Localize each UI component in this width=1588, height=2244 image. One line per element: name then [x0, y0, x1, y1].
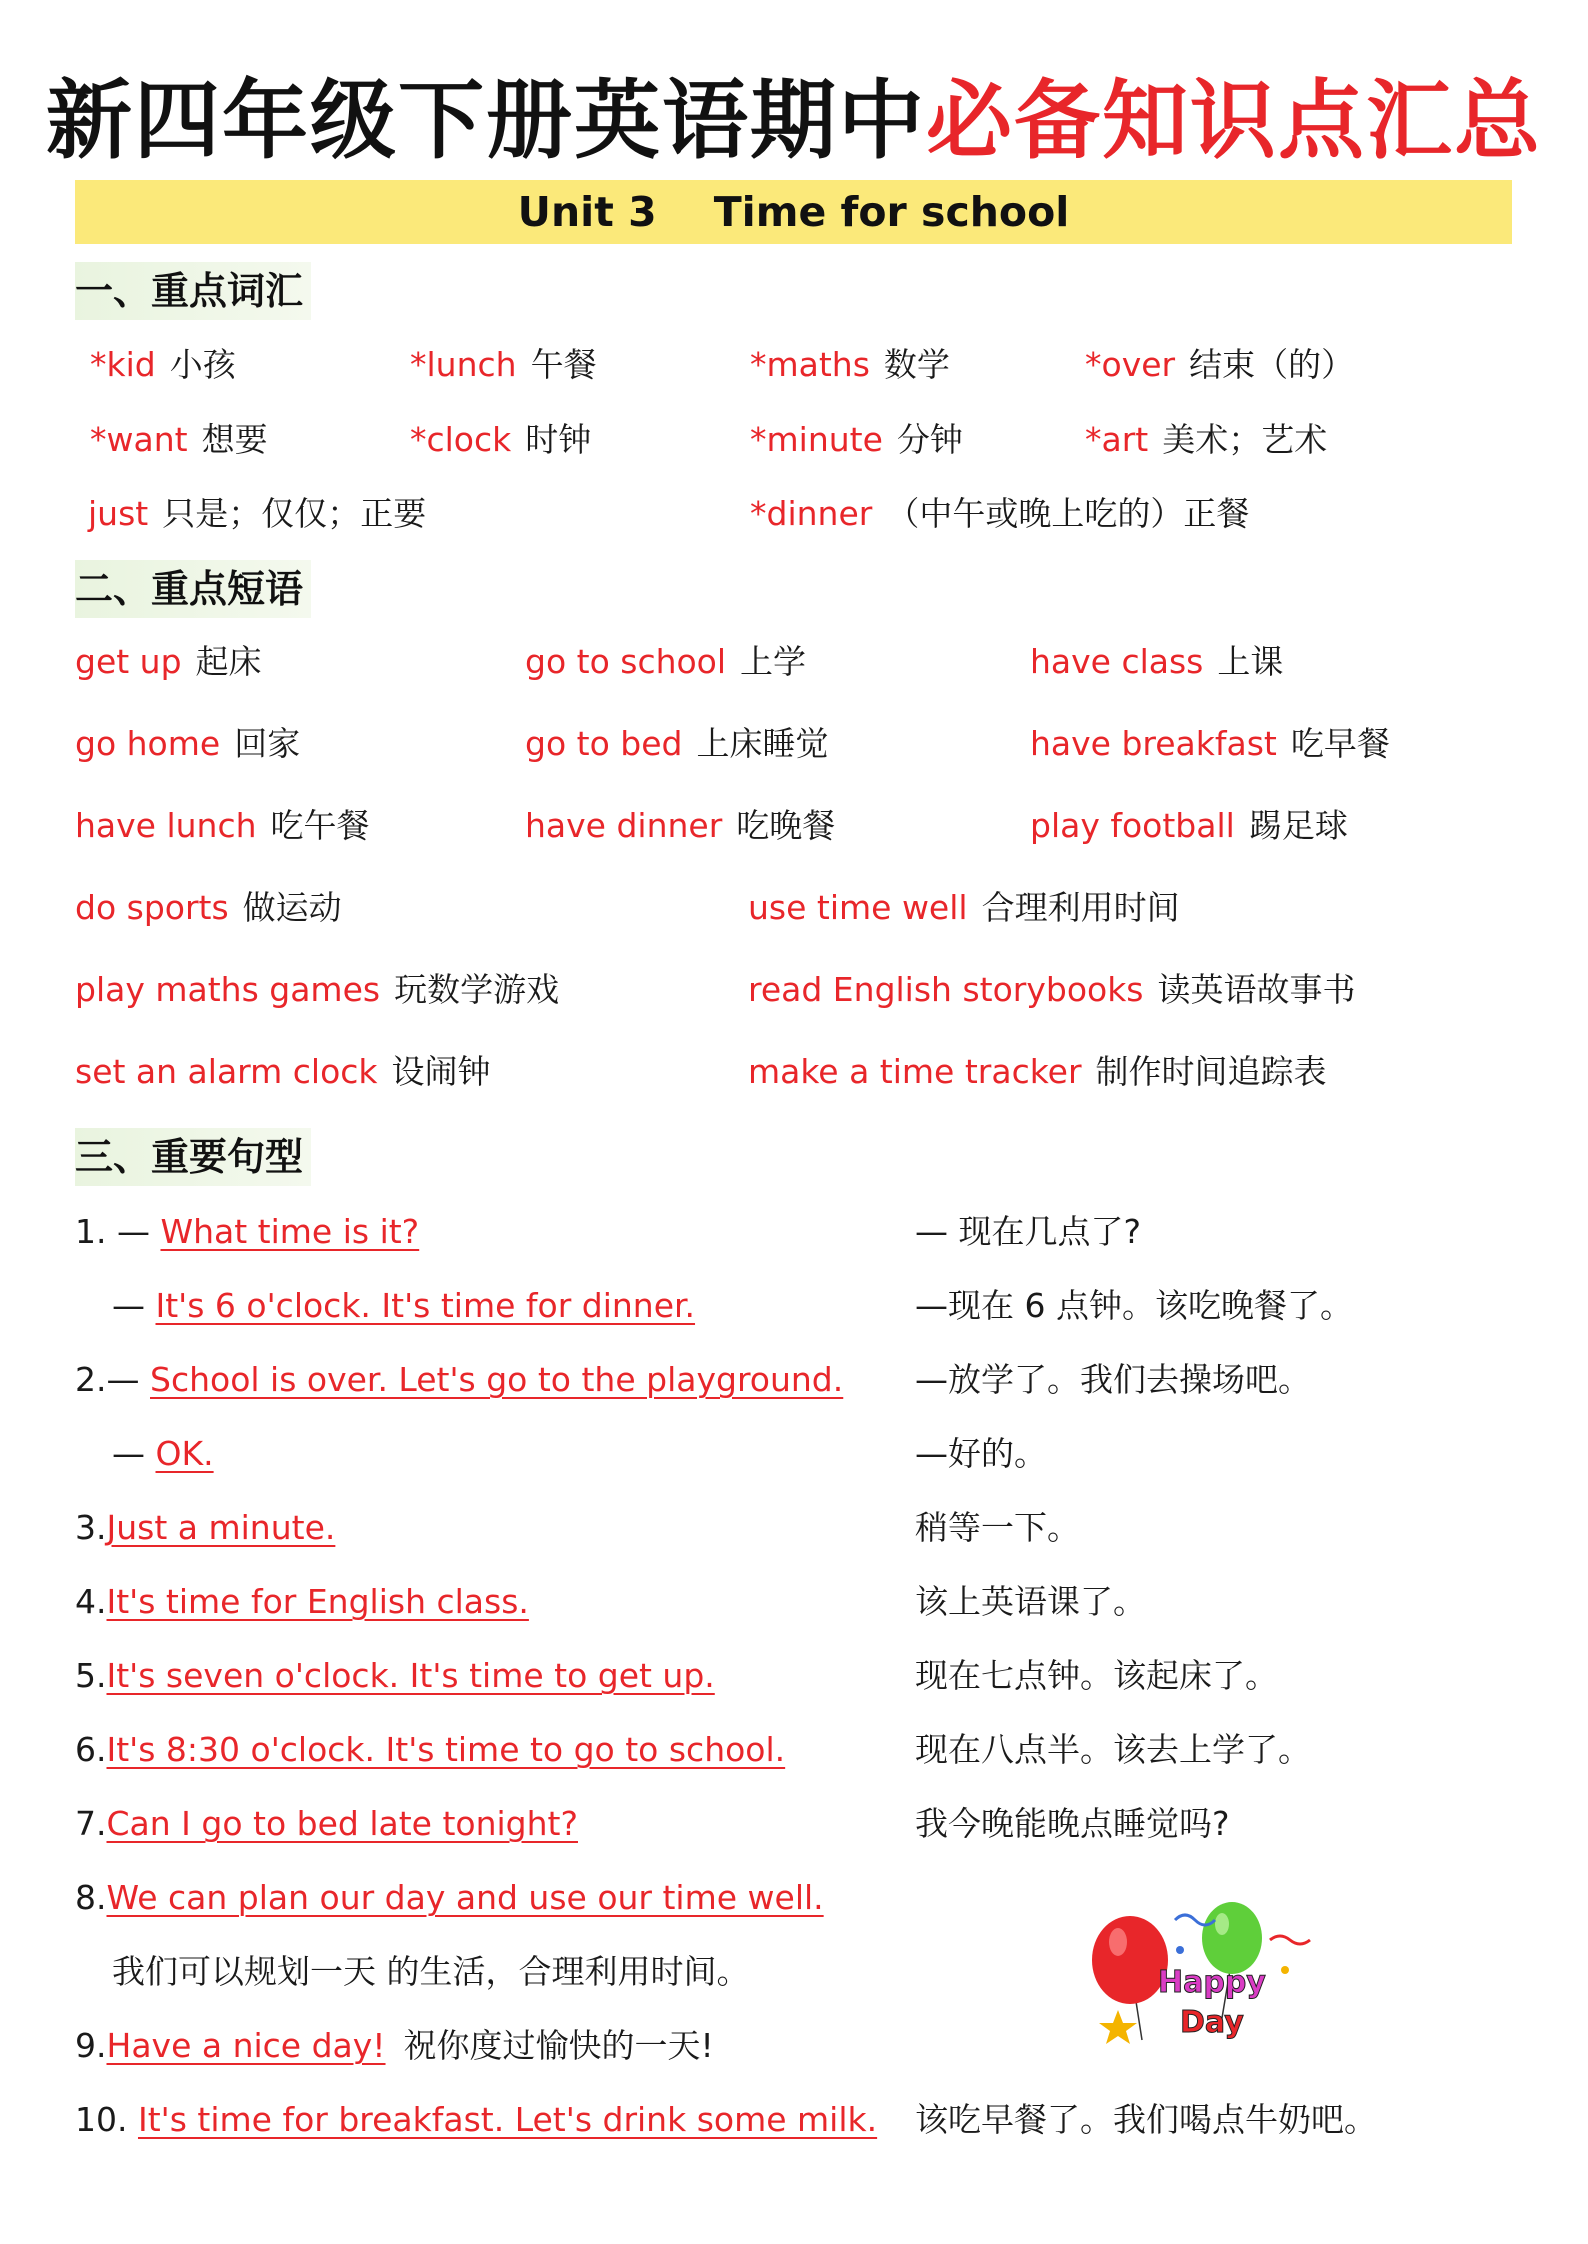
title-part-2: 必备知识点汇总 — [926, 70, 1542, 171]
sentence-translation: 我今晚能晚点睡觉吗? — [915, 1804, 1230, 1843]
phrase-item: have lunch 吃午餐 — [75, 806, 370, 845]
sticker-day-text: Day — [1180, 2005, 1244, 2040]
sentence-translation: 现在七点钟。该起床了。 — [915, 1656, 1278, 1695]
sentence-item: 8.We can plan our day and use our time well. — [75, 1878, 824, 1917]
sentence-item: 1. — What time is it? — [75, 1212, 420, 1251]
page-title — [0, 66, 1588, 176]
unit-name: Time for school — [713, 188, 1070, 236]
sticker-happy-text: Happy — [1158, 1965, 1266, 2000]
sentence-translation: 该吃早餐了。我们喝点牛奶吧。 — [915, 2100, 1377, 2139]
phrase-item: play maths games 玩数学游戏 — [75, 970, 560, 1009]
vocab-item: *over 结束（的） — [1085, 345, 1355, 384]
sentence-item: 5.It's seven o'clock. It's time to get up. — [75, 1656, 715, 1695]
vocab-item: *minute 分钟 — [750, 420, 963, 459]
vocab-item: *clock 时钟 — [410, 420, 592, 459]
sentence-translation: —放学了。我们去操场吧。 — [915, 1360, 1311, 1399]
sentence-translation: —现在 6 点钟。该吃晚餐了。 — [915, 1286, 1353, 1325]
sentence-translation: 稍等一下。 — [915, 1508, 1080, 1547]
phrase-item: have dinner 吃晚餐 — [525, 806, 836, 845]
phrase-item: get up 起床 — [75, 642, 262, 681]
vocab-item: *maths 数学 — [750, 345, 950, 384]
vocab-item: just 只是；仅仅；正要 — [88, 494, 427, 533]
unit-banner — [75, 180, 1512, 244]
phrase-item: read English storybooks 读英语故事书 — [748, 970, 1356, 1009]
phrase-item: go to bed 上床睡觉 — [525, 724, 829, 763]
section-vocab-heading: 一、重点词汇 — [75, 262, 311, 320]
sentence-item: 3.Just a minute. — [75, 1508, 336, 1547]
phrase-item: play football 踢足球 — [1030, 806, 1348, 845]
sentence-item: 10. It's time for breakfast. Let's drink some milk. — [75, 2100, 878, 2139]
phrase-item: do sports 做运动 — [75, 888, 342, 927]
vocab-item: *dinner （中午或晚上吃的）正餐 — [750, 494, 1250, 533]
sentence-item: — It's 6 o'clock. It's time for dinner. — [112, 1286, 696, 1325]
sentence-item: 9.Have a nice day! 祝你度过愉快的一天! — [75, 2026, 714, 2065]
phrase-item: go to school 上学 — [525, 642, 807, 681]
red-balloon-icon — [1092, 1916, 1168, 2004]
phrase-item: use time well 合理利用时间 — [748, 888, 1180, 927]
sentence-translation: 该上英语课了。 — [915, 1582, 1146, 1621]
phrase-item: have class 上课 — [1030, 642, 1284, 681]
phrase-item: go home 回家 — [75, 724, 301, 763]
phrase-item: set an alarm clock 设闹钟 — [75, 1052, 491, 1091]
sentence-translation: —好的。 — [915, 1434, 1047, 1473]
happy-day-sticker — [1080, 1900, 1320, 2050]
sentence-item: 4.It's time for English class. — [75, 1582, 529, 1621]
sentence-item: 2.— School is over. Let's go to the playground. — [75, 1360, 844, 1399]
unit-label: Unit 3 — [517, 188, 657, 236]
phrase-item: make a time tracker 制作时间追踪表 — [748, 1052, 1327, 1091]
sentence-item: 7.Can I go to bed late tonight? — [75, 1804, 578, 1843]
vocab-item: *art 美术；艺术 — [1085, 420, 1328, 459]
vocab-item: *lunch 午餐 — [410, 345, 597, 384]
sentence-item: 6.It's 8:30 o'clock. It's time to go to school. — [75, 1730, 786, 1769]
vocab-item: *kid 小孩 — [90, 345, 236, 384]
sentence-translation: 现在八点半。该去上学了。 — [915, 1730, 1311, 1769]
section-sentences-heading: 三、重要句型 — [75, 1128, 311, 1186]
green-balloon-icon — [1202, 1902, 1262, 1974]
sentence-item: — OK. — [112, 1434, 214, 1473]
section-phrases-heading: 二、重点短语 — [75, 560, 311, 618]
star-icon — [1099, 2010, 1137, 2044]
sentence-translation: 我们可以规划一天 的生活，合理利用时间。 — [112, 1952, 750, 1991]
sentence-translation: — 现在几点了? — [915, 1212, 1142, 1251]
phrase-item: have breakfast 吃早餐 — [1030, 724, 1390, 763]
vocab-item: *want 想要 — [90, 420, 268, 459]
title-part-1: 新四年级下册英语期中 — [46, 70, 926, 171]
